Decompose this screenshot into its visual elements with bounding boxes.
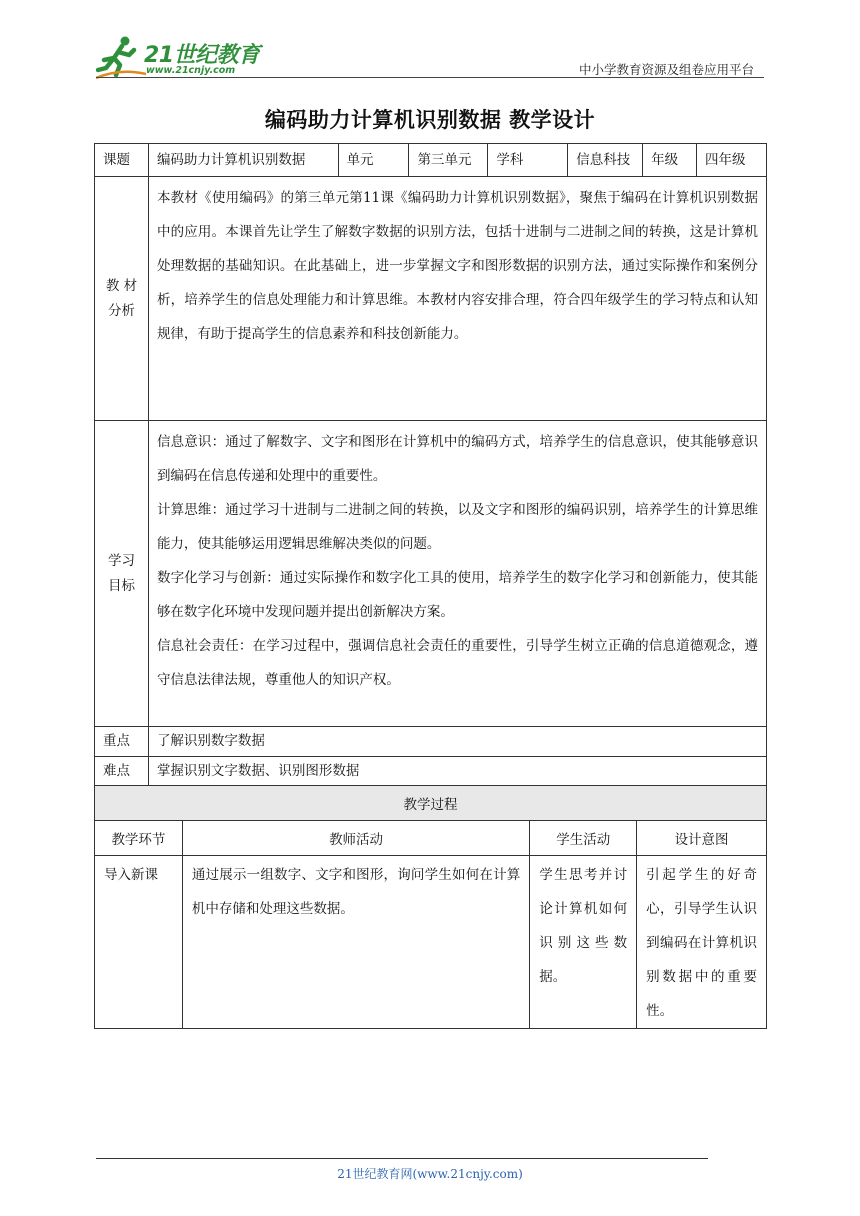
column-header-stage: 教学环节 [95, 821, 183, 856]
key-point-value: 了解识别数字数据 [148, 727, 766, 757]
row-design-intent: 引起学生的好奇心，引导学生认识到编码在计算机识别数据中的重要性。 [637, 856, 767, 1029]
footer-text: 21世纪教育网(www.21cnjy.com) [337, 1167, 523, 1181]
grade-label: 年级 [643, 144, 697, 177]
page-title: 编码助力计算机识别数据 教学设计 [264, 107, 596, 132]
objective-item: 信息社会责任：在学习过程中，强调信息社会责任的重要性，引导学生树立正确的信息道德观念，遵守信息法律法规，尊重他人的知识产权。 [156, 638, 758, 688]
logo-url-text: www.21cnjy.com [146, 65, 236, 76]
subject-value: 信息科技 [568, 144, 643, 177]
analysis-label [95, 177, 149, 421]
row-student-activity: 学生思考并讨论计算机如何识别这些数据。 [530, 856, 637, 1029]
course-label: 课题 [95, 144, 149, 177]
difficulty-value: 掌握识别文字数据、识别图形数据 [148, 757, 766, 787]
subject-label: 学科 [488, 144, 568, 177]
lesson-info-table [94, 143, 767, 787]
objectives-label-line1: 学习 [107, 552, 135, 569]
row-teacher-activity: 通过展示一组数字、文字和图形，询问学生如何在计算机中存储和处理这些数据。 [182, 856, 529, 1029]
objectives-label-line2: 目标 [107, 577, 135, 594]
key-point-label: 重点 [95, 727, 149, 757]
logo-brand-text: 21世纪教育 [144, 43, 260, 68]
grade-value: 四年级 [697, 144, 767, 177]
site-logo [96, 34, 266, 80]
header-divider [96, 77, 764, 78]
table-row [95, 856, 767, 1029]
process-title: 教学过程 [95, 786, 767, 821]
footer-divider [96, 1158, 708, 1159]
unit-label: 单元 [338, 144, 409, 177]
objectives-label [95, 421, 149, 727]
column-header-teacher: 教师活动 [182, 821, 529, 856]
column-header-student: 学生活动 [530, 821, 637, 856]
objective-item: 信息意识：通过了解数字、文字和图形在计算机中的编码方式，培养学生的信息意识，使其能够意识到编码在信息传递和处理中的重要性。 [156, 434, 758, 484]
platform-name: 中小学教育资源及组卷应用平台 [578, 62, 754, 77]
analysis-label-line2: 分析 [107, 302, 135, 319]
unit-value: 第三单元 [409, 144, 488, 177]
analysis-text: 本教材《使用编码》的第三单元第11课《编码助力计算机识别数据》，聚焦于编码在计算机识别数据中的应用。本课首先让学生了解数字数据的识别方法，包括十进制与二进制之间的转换，这是计算机处理数据的基础知识。在此基础上，进一步掌握文字和图形数据的识别方法，通过实际操作和案例分析，培养学生的信息处理能力和计算思维。本教材内容安排合理，符合四年级学生的学习特点和认知规律，有助于提高学生的信息素养和科技创新能力。 [148, 177, 766, 421]
objective-item: 计算思维：通过学习十进制与二进制之间的转换，以及文字和图形的编码识别，培养学生的计算思维能力，使其能够运用逻辑思维解决类似的问题。 [156, 502, 758, 552]
course-value: 编码助力计算机识别数据 [148, 144, 338, 177]
runner-logo-icon [96, 34, 148, 80]
difficulty-label: 难点 [95, 757, 149, 787]
column-header-intent: 设计意图 [637, 821, 767, 856]
row-stage: 导入新课 [95, 856, 183, 1029]
objectives-list [148, 421, 766, 727]
analysis-label-line1: 教 材 [105, 277, 138, 294]
teaching-process-table [94, 785, 767, 1029]
objective-item: 数字化学习与创新：通过实际操作和数字化工具的使用，培养学生的数字化学习和创新能力，使其能够在数字化环境中发现问题并提出创新解决方案。 [156, 570, 758, 620]
